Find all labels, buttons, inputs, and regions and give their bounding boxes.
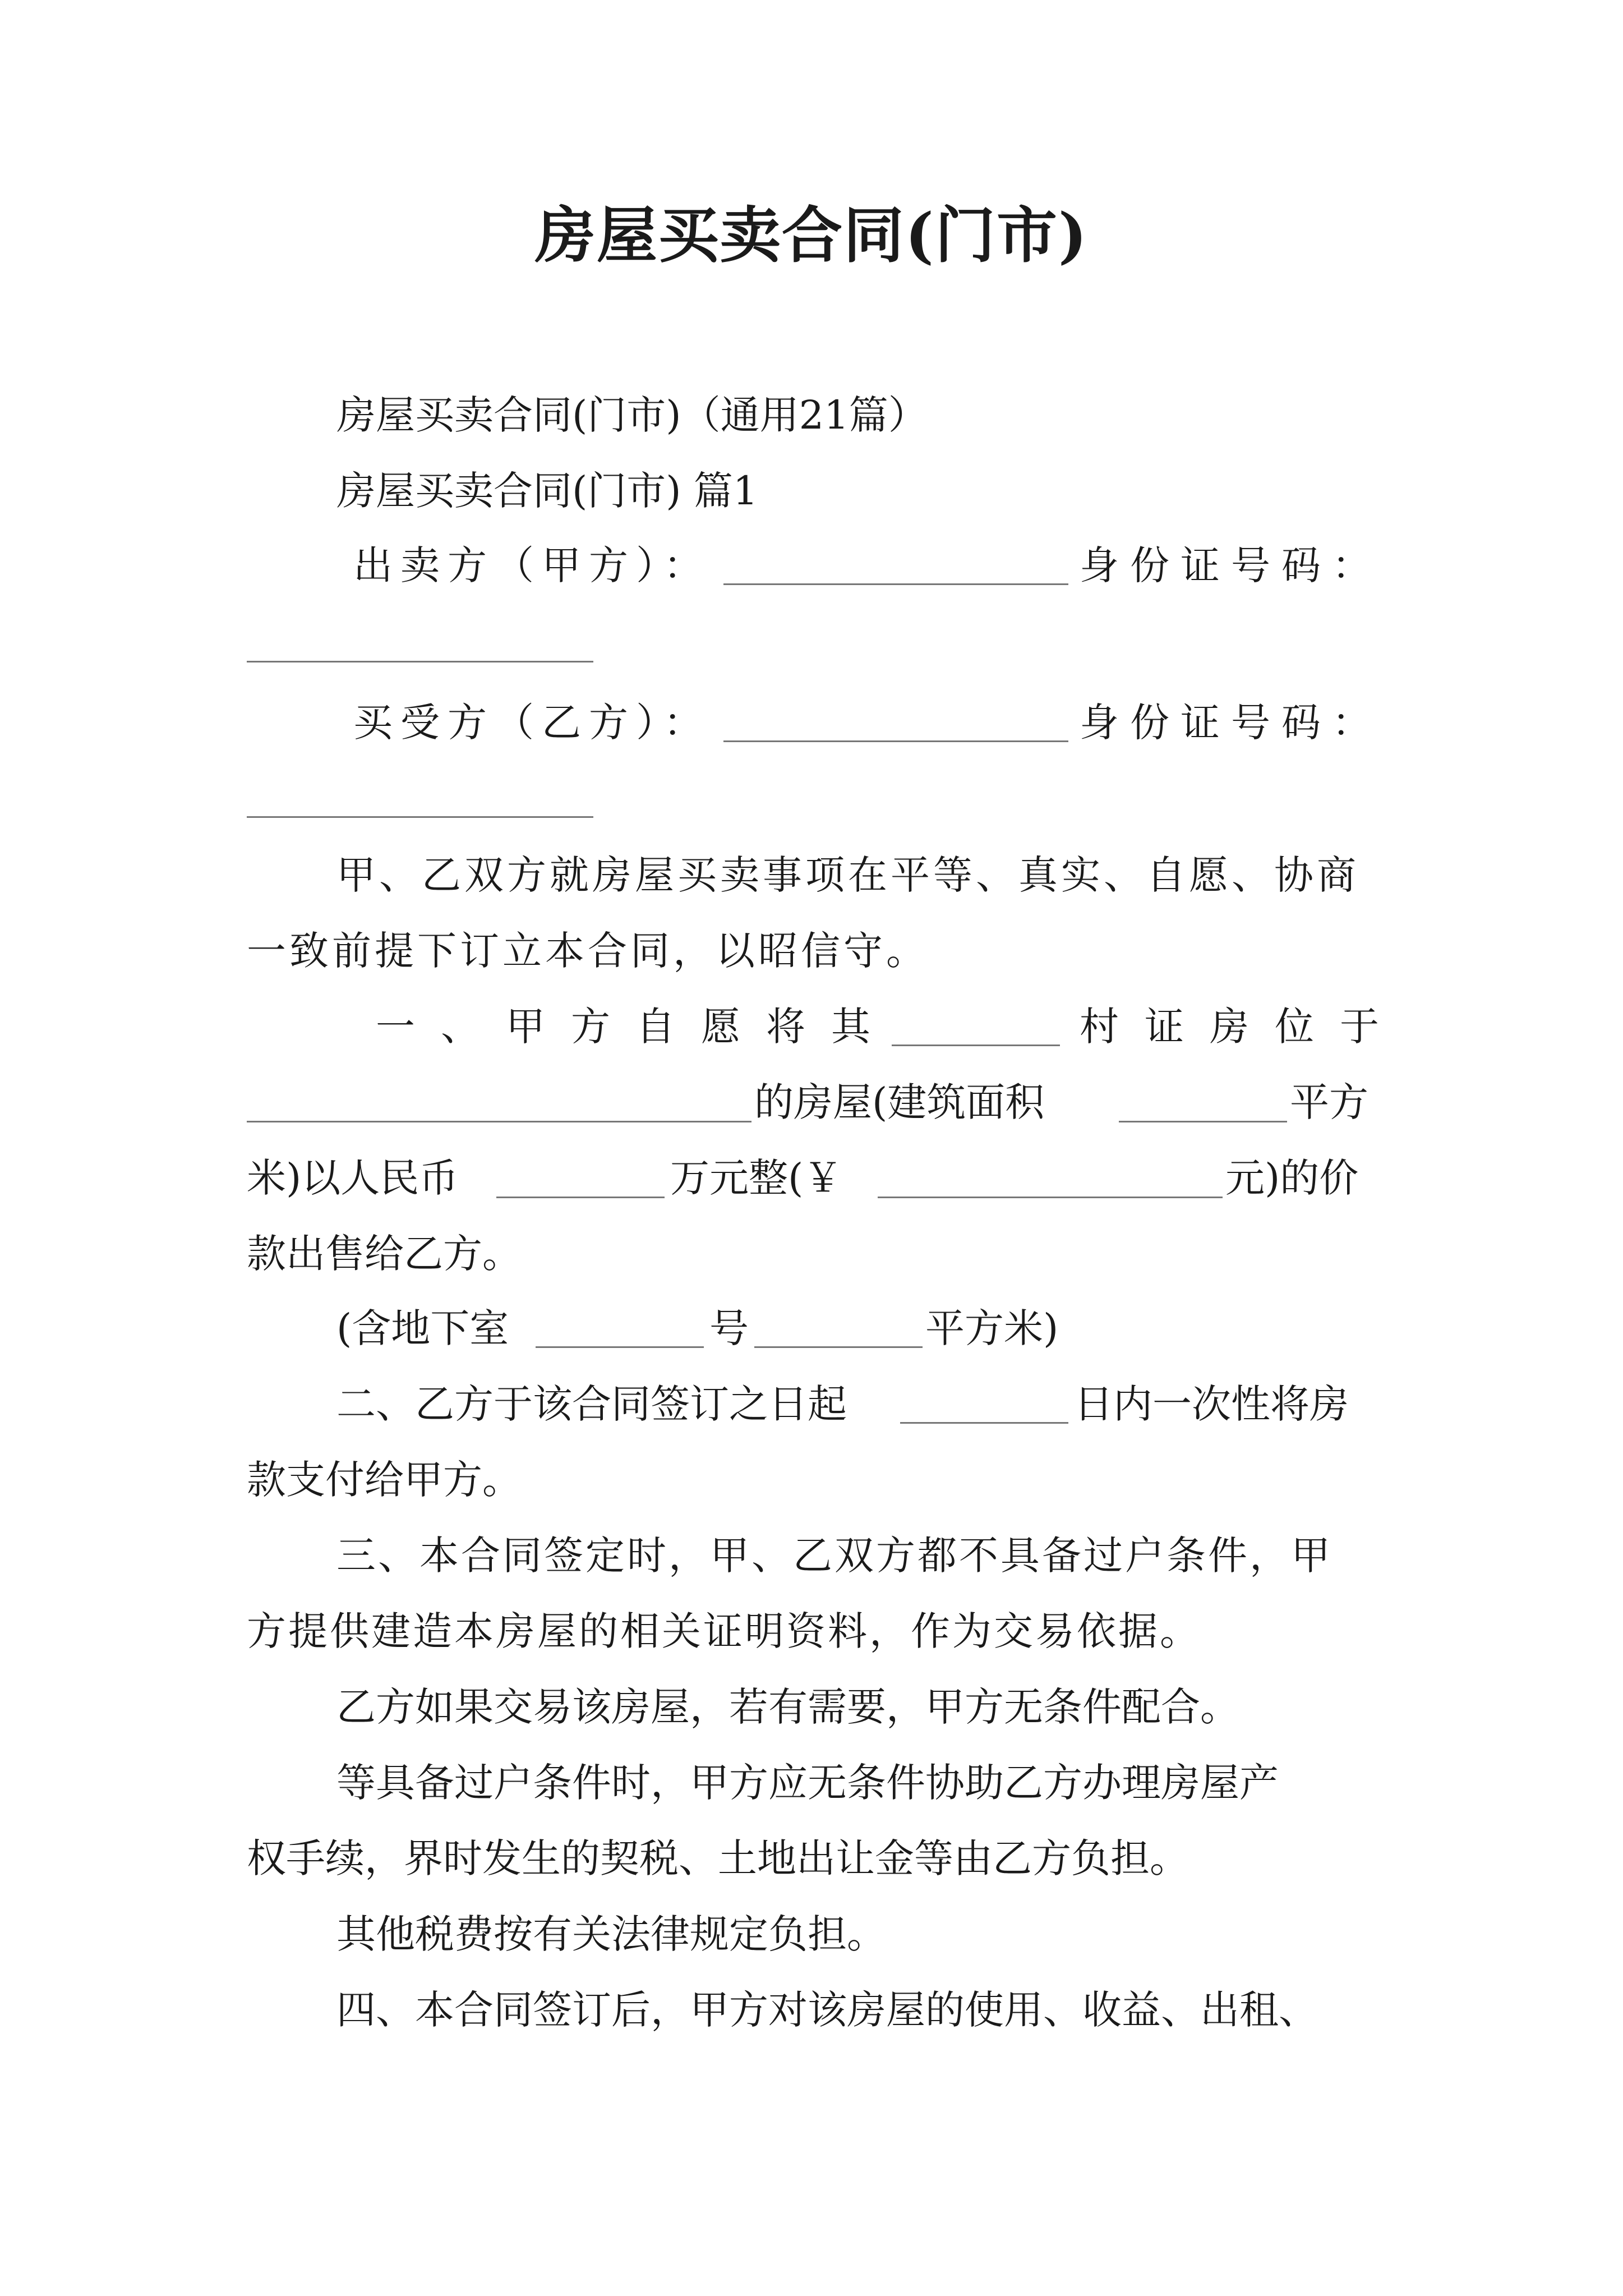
clause1-part-h: 款出售给乙方。 — [247, 1231, 522, 1277]
page-title: 房屋买卖合同(门市) — [534, 200, 1089, 271]
clause1-part-f: 万元整(￥ — [670, 1155, 843, 1201]
buyer-id-blank — [247, 816, 593, 818]
intro-line-1: 甲、乙双方就房屋买卖事项在平等、真实、自愿、协商 — [336, 852, 1359, 898]
clause1-village-blank — [892, 1045, 1060, 1046]
clause3-line-4: 等具备过户条件时，甲方应无条件协助乙方办理房屋产 — [336, 1760, 1279, 1806]
seller-name-blank — [723, 583, 1068, 585]
clause3-line-2: 方提供建造本房屋的相关证明资料，作为交易依据。 — [247, 1608, 1201, 1654]
basement-part-c: 平方米) — [925, 1305, 1059, 1351]
clause1-part-a: 一、甲方自愿将其 — [376, 1004, 896, 1050]
intro-line-2: 一致前提下订立本合同，以昭信守。 — [247, 928, 929, 974]
seller-id-blank — [247, 661, 593, 662]
clause2-part-c: 款支付给甲方。 — [247, 1457, 522, 1503]
clause1-location-blank — [247, 1121, 751, 1122]
clause3-line-5: 权手续，界时发生的契税、土地出让金等由乙方负担。 — [247, 1835, 1189, 1881]
clause3-line-1: 三、本合同签定时，甲、乙双方都不具备过户条件，甲 — [336, 1533, 1332, 1579]
clause2-part-b: 日内一次性将房 — [1074, 1381, 1349, 1427]
buyer-label: 买受方（乙方）： — [353, 700, 711, 746]
clause1-part-e: 米)以人民币 — [247, 1155, 459, 1201]
basement-part-b: 号 — [709, 1305, 749, 1351]
clause1-part-d: 平方 — [1290, 1079, 1368, 1125]
basement-part-a: (含地下室 — [336, 1305, 509, 1351]
clause1-part-b: 村证房位于 — [1080, 1004, 1405, 1050]
basement-number-blank — [536, 1346, 704, 1348]
clause1-area-blank — [1119, 1121, 1287, 1122]
clause1-yuan-blank — [878, 1197, 1223, 1198]
clause3-line-6: 其他税费按有关法律规定负担。 — [336, 1911, 886, 1957]
seller-id-label: 身份证号码： — [1080, 542, 1382, 588]
clause4-line-1: 四、本合同签订后，甲方对该房屋的使用、收益、出租、 — [336, 1987, 1318, 2033]
clause2-days-blank — [900, 1422, 1068, 1424]
clause1-part-g: 元)的价 — [1225, 1155, 1359, 1201]
clause2-part-a: 二、乙方于该合同签订之日起 — [336, 1381, 847, 1427]
basement-area-blank — [754, 1346, 923, 1348]
section-heading: 房屋买卖合同(门市) 篇1 — [336, 468, 758, 514]
clause1-price-blank — [496, 1197, 665, 1198]
clause3-line-3: 乙方如果交易该房屋，若有需要，甲方无条件配合。 — [336, 1684, 1239, 1730]
subtitle: 房屋买卖合同(门市)（通用21篇） — [336, 392, 928, 438]
buyer-id-label: 身份证号码： — [1080, 700, 1382, 746]
buyer-name-blank — [723, 740, 1068, 742]
clause1-part-c: 的房屋(建筑面积 — [754, 1079, 1045, 1125]
seller-label: 出卖方（甲方）： — [353, 542, 711, 588]
